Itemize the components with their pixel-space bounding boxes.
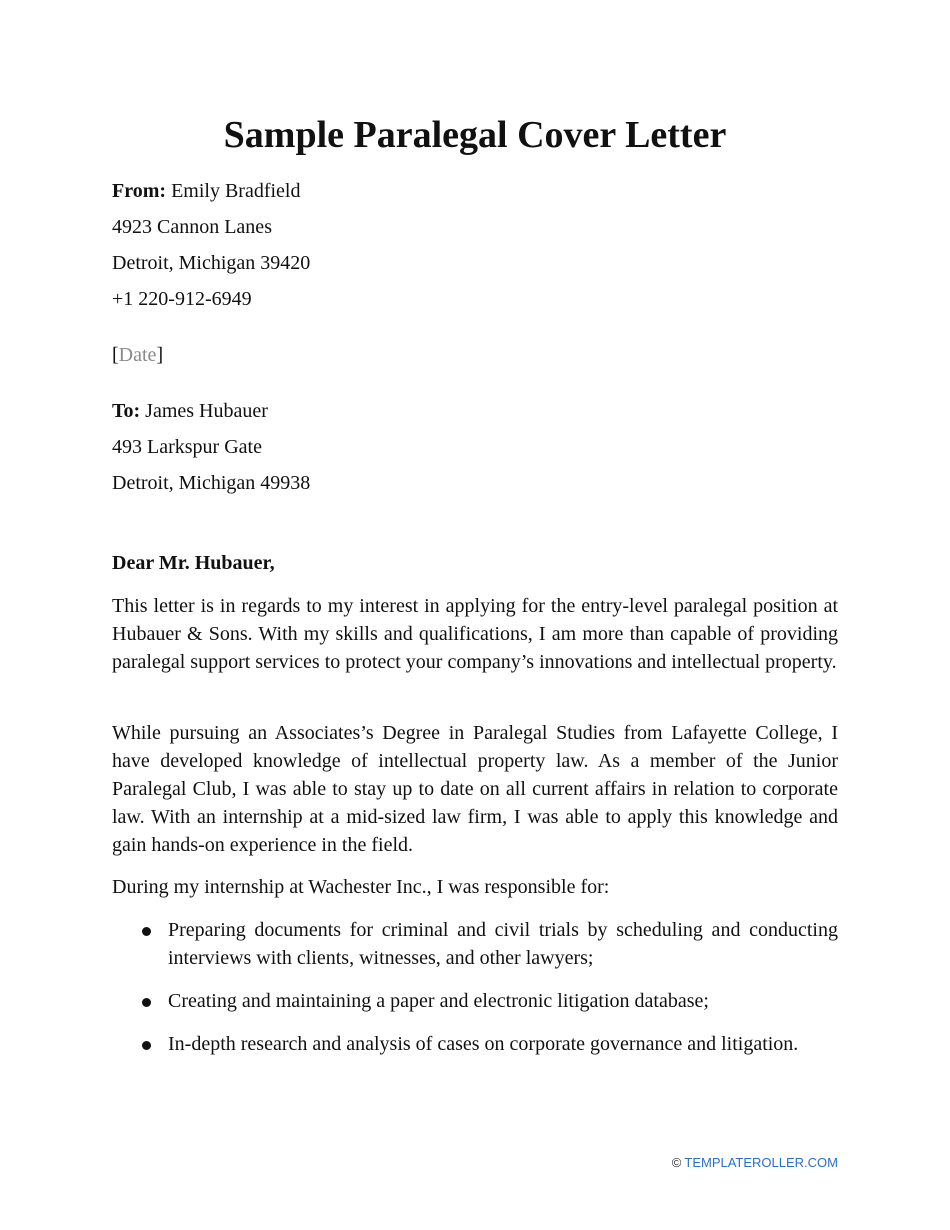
sender-block	[112, 173, 838, 317]
body-paragraph-2: While pursuing an Associates’s Degree in Paralegal Studies from Lafayette College, I have developed knowledge of intellectual property law. As a member of the Junior Paralegal Club, I was able to stay up to date on all current affairs in relation to corporate law. With an internship at a mid-sized law firm, I was able to apply this knowledge and gain hands-on experience in the field.	[112, 722, 838, 856]
list-item	[112, 987, 838, 1015]
list-item-text: Preparing documents for criminal and civil trials by scheduling and conducting interviews with clients, witnesses, and other lawyers;	[168, 919, 838, 969]
sender-address-line1: 4923 Cannon Lanes	[112, 216, 272, 238]
list-item-text: Creating and maintaining a paper and electronic litigation database;	[168, 990, 709, 1012]
sender-address-line2: Detroit, Michigan 39420	[112, 252, 311, 274]
footer-credit	[672, 1155, 838, 1171]
greeting: Dear Mr. Hubauer,	[112, 552, 275, 574]
to-label: To:	[112, 400, 141, 422]
recipient-name-line	[112, 393, 838, 429]
list-item-text: In-depth research and analysis of cases on corporate governance and litigation.	[168, 1033, 799, 1055]
date-line	[112, 337, 838, 373]
from-label: From:	[112, 180, 167, 202]
date-open-bracket: [	[112, 344, 119, 366]
date-block	[112, 337, 838, 373]
date-placeholder: Date	[118, 344, 157, 366]
bullet-icon	[142, 1041, 151, 1050]
list-item	[112, 1030, 838, 1058]
document-title: Sample Paralegal Cover Letter	[223, 114, 727, 156]
body-paragraph-3: During my internship at Wachester Inc., I was responsible for:	[112, 876, 610, 898]
sender-name: Emily Bradfield	[171, 180, 301, 202]
bullet-icon	[142, 927, 151, 936]
recipient-name: James Hubauer	[145, 400, 268, 422]
templateroller-link[interactable]: TEMPLATEROLLER.COM	[684, 1155, 838, 1170]
recipient-block	[112, 393, 838, 501]
responsibilities-list	[112, 916, 838, 1073]
sender-name-line	[112, 173, 838, 209]
bullet-icon	[142, 998, 151, 1007]
list-item	[112, 916, 838, 972]
recipient-address-line1: 493 Larkspur Gate	[112, 436, 262, 458]
copyright-symbol: ©	[671, 1155, 682, 1170]
body-paragraph-1: This letter is in regards to my interest in applying for the entry-level paralegal position at Hubauer & Sons. With my skills and qualifications, I am more than capable of providing paralegal support services to protect your company’s innovations and intellectual property.	[112, 595, 838, 673]
date-close-bracket: ]	[156, 344, 164, 366]
sender-phone: +1 220-912-6949	[112, 288, 252, 310]
recipient-address-line2: Detroit, Michigan 49938	[112, 472, 311, 494]
